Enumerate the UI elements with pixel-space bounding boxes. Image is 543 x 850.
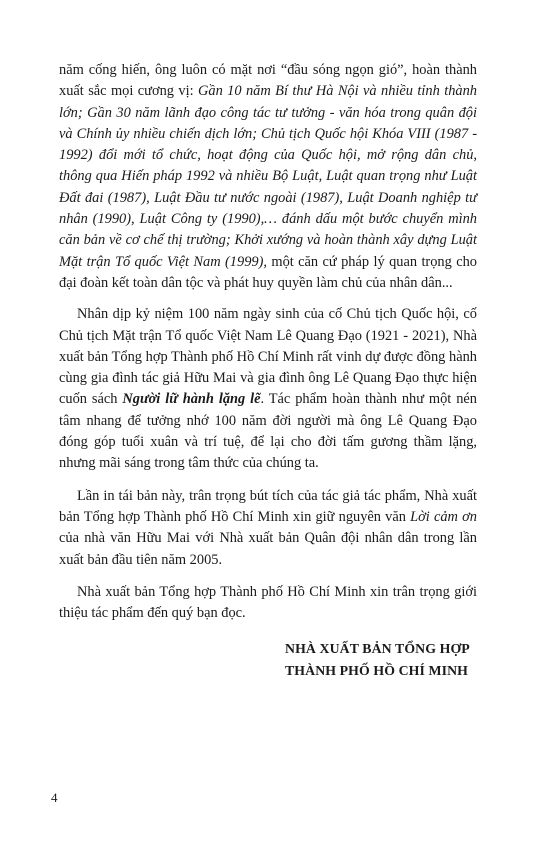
publisher-signature-line2: THÀNH PHỐ HỒ CHÍ MINH <box>285 663 468 679</box>
book-title: Người lữ hành lặng lẽ <box>122 391 261 408</box>
paragraph-centenary <box>59 304 477 474</box>
page-number: 4 <box>51 790 58 805</box>
career-conclusion-text: một căn cứ pháp lý quan trọng cho đại đoàn kết toàn dân tộc và phát huy quyền làm chủ của nhân dân... <box>59 253 477 291</box>
paragraph-introduction: Nhà xuất bản Tổng hợp Thành phố Hồ Chí Minh xin trân trọng giới thiệu tác phẩm đến quý bạn đọc. <box>59 583 477 622</box>
centenary-text-before: Nhân dịp kỷ niệm 100 năm ngày sinh của cố Chủ tịch Quốc hội, cố Chủ tịch Mặt trận Tổ quốc Việt Nam Lê Quang Đạo (1921 - 2021), Nhà xuất bản Tổng hợp Thành phố Hồ Chí Minh rất vinh dự được đồng hành cùng gia đình tác giả Hữu Mai và gia đình ông Lê Quang Đạo thực hiện cuốn sách <box>59 306 477 408</box>
reprint-text-before: Lần in tái bản này, trân trọng bút tích của tác giả tác phẩm, Nhà xuất bản Tổng hợp Thành phố Hồ Chí Minh xin giữ nguyên văn <box>59 487 477 525</box>
paragraph-reprint <box>59 486 477 571</box>
centenary-text-after: . Tác phẩm hoàn thành như một nén tâm nhang để tưởng nhớ 100 năm đời người mà ông Lê Quang Đạo đóng góp tuổi xuân và trí tuệ, để lại cho đời tấm gương thầm lặng, nhưng mãi sáng trong tâm thức của chúng ta. <box>59 391 477 472</box>
page-body <box>59 60 477 682</box>
paragraph-career <box>59 60 477 294</box>
reprint-text-after: của nhà văn Hữu Mai với Nhà xuất bản Quân đội nhân dân trong lần xuất bản đầu tiên năm 2005. <box>59 530 477 568</box>
thanks-title-italic: Lời cảm ơn <box>410 508 477 525</box>
career-positions-italic: Gần 10 năm Bí thư Hà Nội và nhiều tỉnh thành lớn; Gần 30 năm lãnh đạo công tác tư tưởng - văn hóa trong quân đội và Chính ủy nhiều chiến dịch lớn; Chủ tịch Quốc hội Khóa VIII (1987 - 1992) đổi mới tổ chức, hoạt động của Quốc hội, mở rộng dân chủ, thông qua Hiến pháp 1992 và nhiều Bộ Luật, Luật quan trọng như Luật Đất đai (1987), Luật Đầu tư nước ngoài (1987), Luật Doanh nghiệp tư nhân (1990), Luật Công ty (1990),… đánh dấu một bước chuyển mình căn bản về cơ chế thị trường; Khởi xướng và hoàn thành xây dựng Luật Mặt trận Tổ quốc Việt Nam (1999), <box>59 83 477 270</box>
publisher-signature <box>285 638 477 682</box>
publisher-signature-line1: NHÀ XUẤT BẢN TỔNG HỢP <box>285 641 470 657</box>
career-intro-text: năm cống hiến, ông luôn có mặt nơi “đầu sóng ngọn gió”, hoàn thành xuất sắc mọi cương vị: <box>59 62 477 100</box>
